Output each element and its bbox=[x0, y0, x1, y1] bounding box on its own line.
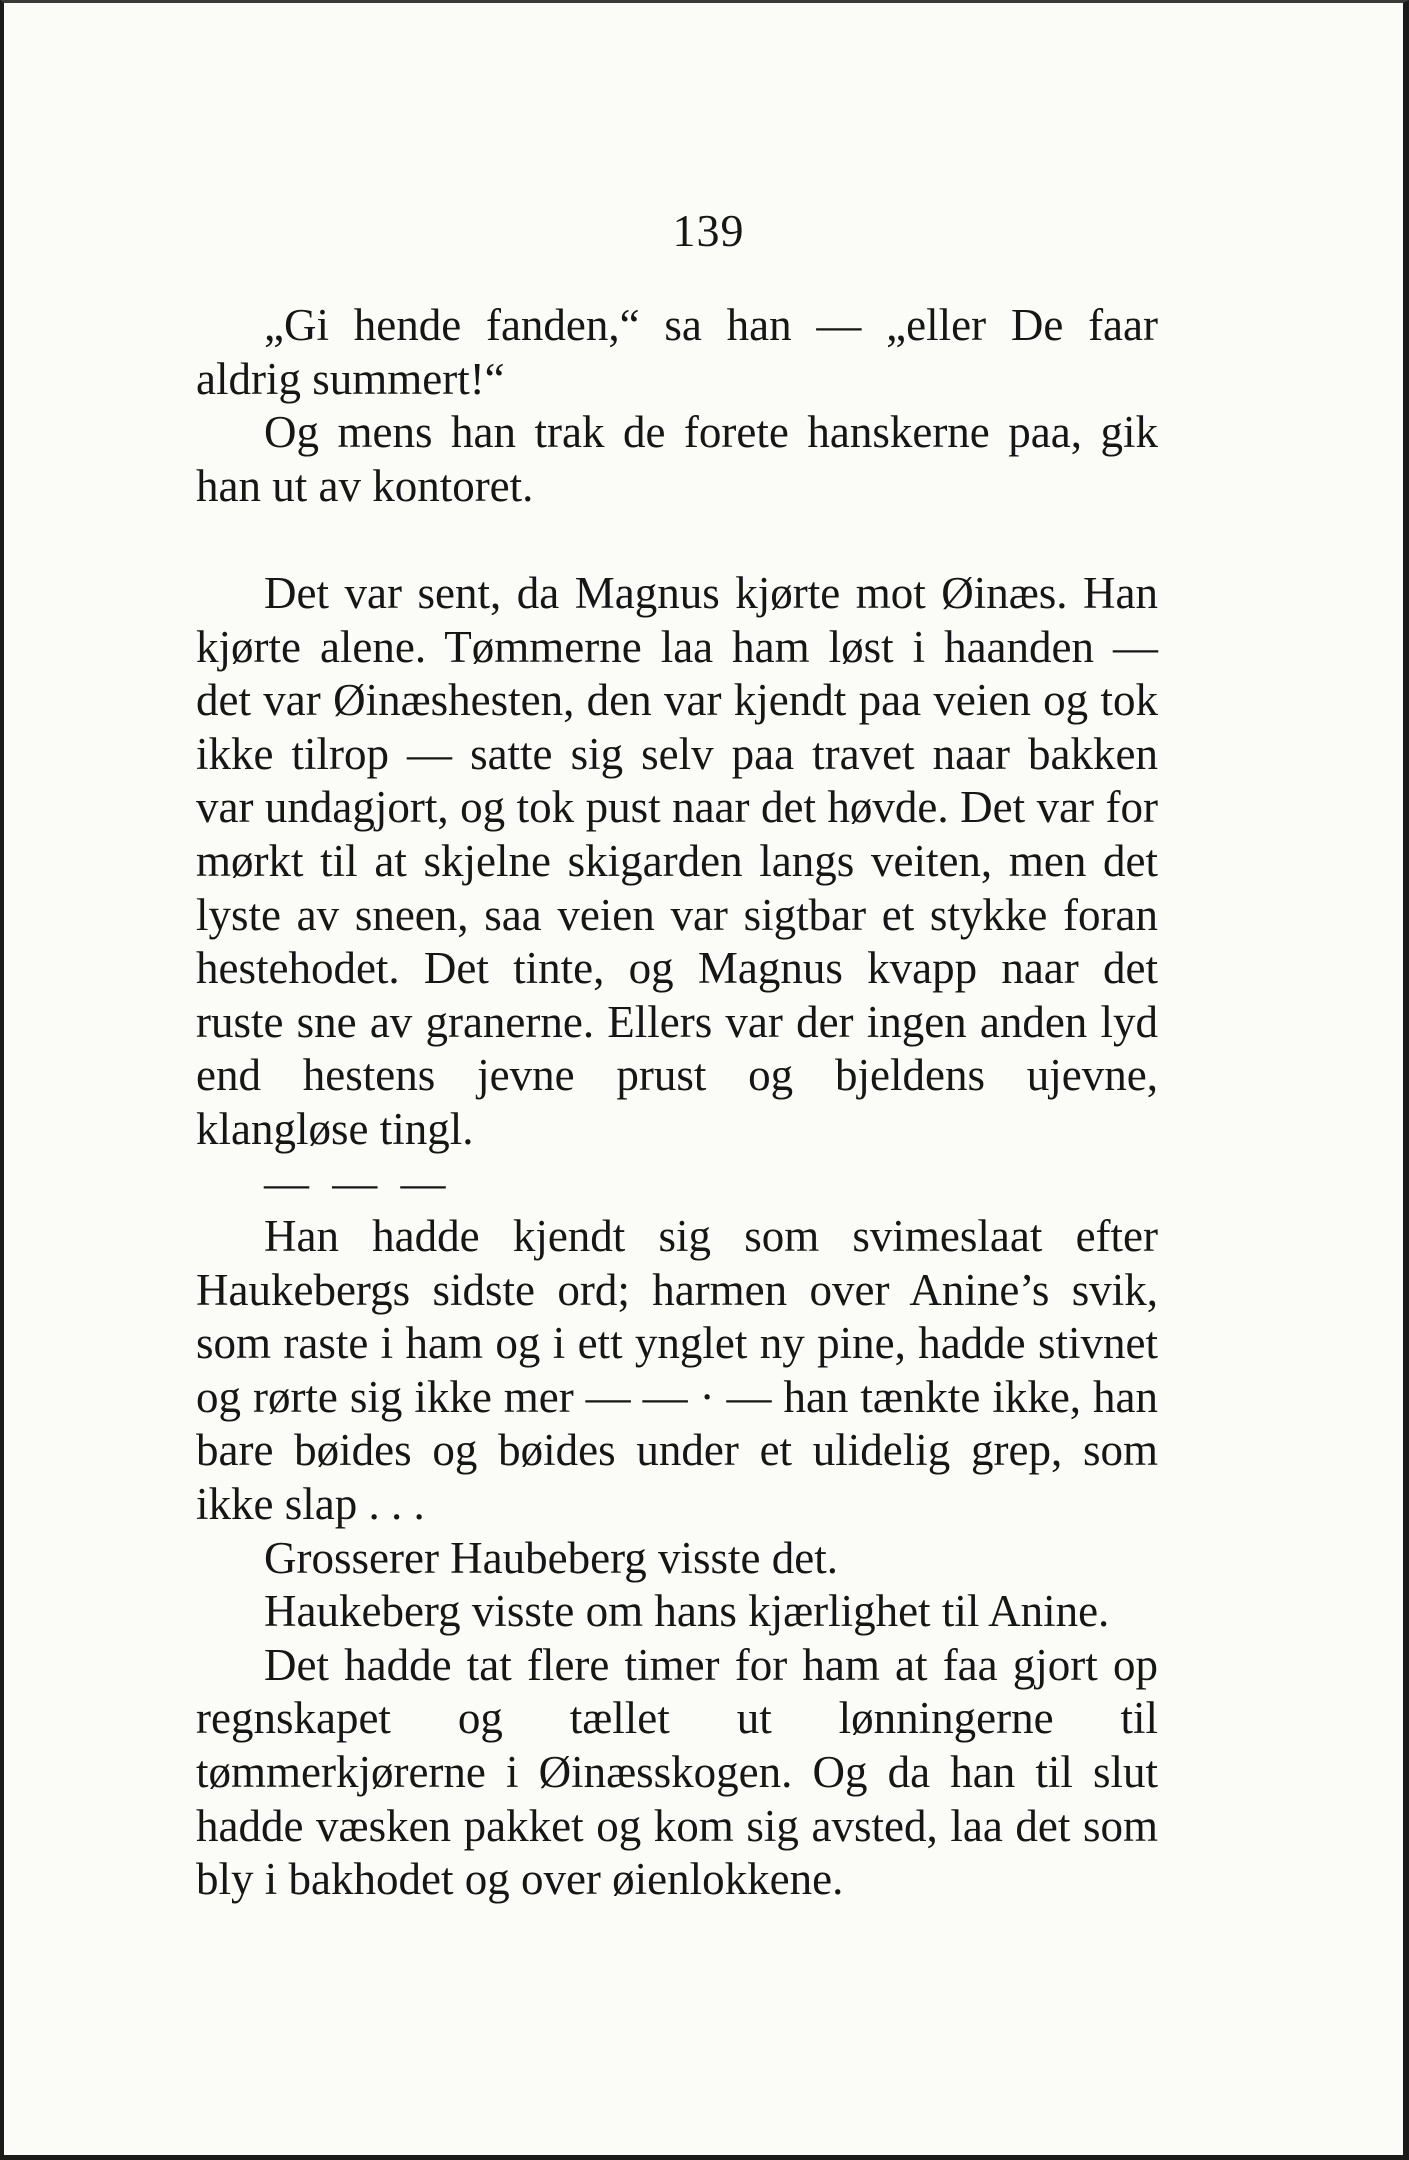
page-number: 139 bbox=[672, 205, 745, 256]
paragraph-accounts: Det hadde tat flere timer for ham at faa gjort op regnskapet og tællet ut lønningerne til tømmerkjørerne i Øinæsskogen. Og da han til slut hadde væsken pakket og kom sig avsted, laa det som bly i bakhodet og over øienlokkene. bbox=[196, 1639, 1158, 1905]
paragraph-dialogue: „Gi hende fanden,“ sa han — „eller De faar aldrig summert!“ bbox=[196, 300, 1158, 404]
paragraph-leaving-office: Og mens han trak de forete hanskerne paa, gik han ut av kontoret. bbox=[196, 407, 1158, 511]
paragraph-gap bbox=[196, 513, 1158, 567]
paragraph-night-drive: Det var sent, da Magnus kjørte mot Øinæs. Han kjørte alene. Tømmerne laa ham løst i haanden — det var Øinæshesten, den var kjendt paa veien og tok ikke tilrop — satte sig selv paa travet naar bakken var undagjort, og tok pust naar det høvde. Det var for mørkt til at skjelne skigarden langs veiten, men det lyste av sneen, saa veien var sigtbar et stykke foran hestehodet. Det tinte, og Magnus kvapp naar det ruste sne av granerne. Ellers var der ingen anden lyd end hestens jevne prust og bjeldens ujevne, klangløse tingl. bbox=[196, 567, 1158, 1154]
body-text bbox=[196, 299, 1158, 1907]
paragraph-haukeberg: Haukeberg visste om hans kjærlighet til Anine. bbox=[264, 1586, 1110, 1637]
paragraph-grosserer: Grosserer Haubeberg visste det. bbox=[264, 1532, 838, 1583]
paragraph-stunned: Han hadde kjendt sig som svimeslaat efter Haukebergs sidste ord; harmen over Anine’s svik, som raste i ham og i ett ynglet ny pine, hadde stivnet og rørte sig ikke mer — — · — han tænkte ikke, han bare bøides og bøides under et ulidelig grep, som ikke slap . . . bbox=[196, 1211, 1158, 1530]
section-separator: — — — bbox=[264, 1157, 452, 1208]
